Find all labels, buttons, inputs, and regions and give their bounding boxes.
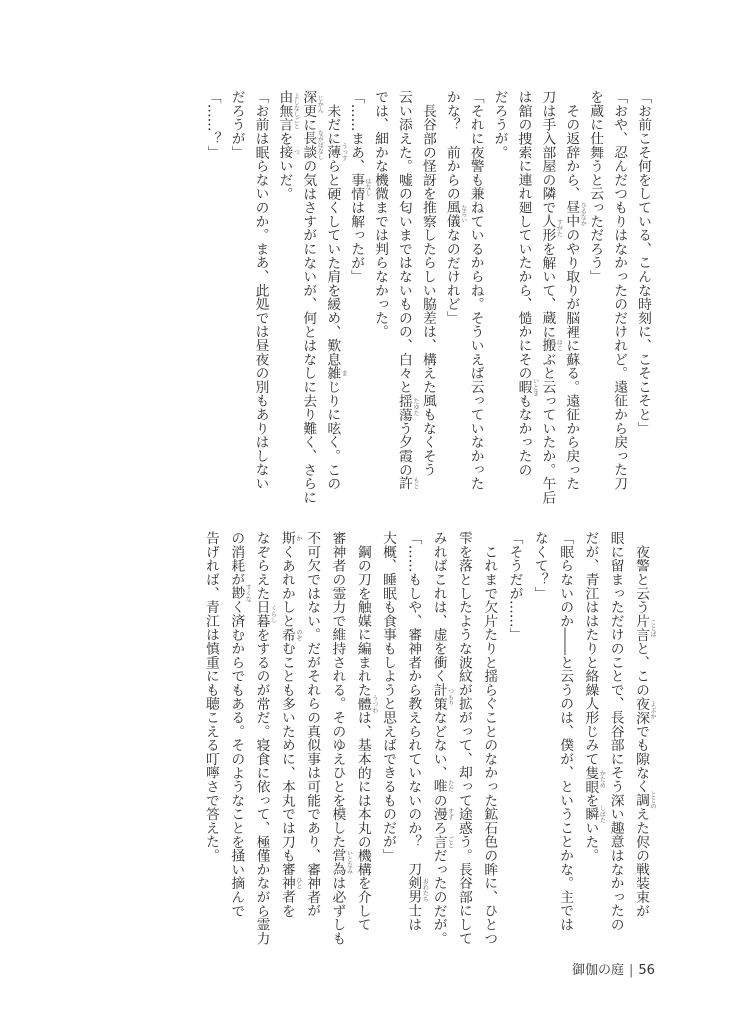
ruby-annotation: ととの [649,791,656,810]
ruby-base: 隻眼 かため [582,765,606,794]
page-number: 56 [638,963,655,978]
ruby-annotation: つもり [446,687,454,706]
text-column: 未だに薄 うっす らと硬くしていた肩を緩め、歎息雑 ま じりに呟く。この [324,90,348,491]
ruby-annotation: くらし [269,604,277,623]
ruby-base: 斯 か [278,531,302,545]
text-column: 不可欠ではない。だがそれらの真似事は可能であり、審神者が [304,531,321,918]
ruby-annotation: ひるなか [579,202,587,227]
lower-text-tier [198,531,656,946]
page-footer [572,962,655,980]
text-column: 「……まあ、事情 はなし は解ったが」 [348,90,372,284]
text-column: 云い添えた。嘘の匂いまではないものの、白々と揺蕩 たゆた う夕霞の許 もと [395,90,419,491]
ruby-base: 片言 ことば [633,613,656,642]
ruby-annotation: か [294,534,302,541]
ruby-annotation: ながばなし [316,130,324,161]
book-title: 御伽の庭 [572,963,625,978]
text-column: 斯 か くあれかしと希 のぞ むことも多いために、本丸では刀も審神者 ひと を [278,531,302,918]
ruby-annotation: ただ [446,780,454,793]
text-column: なぞらえた日暮 くらし をするのが常だ。寝食に依って、極僅かながら霊力 [253,531,277,946]
ruby-base: 日暮 くらし [253,600,277,628]
ruby-annotation: うつわ [370,694,378,713]
ruby-base: 事情 はなし [348,172,372,201]
ruby-base: 尠 すくな [228,584,252,603]
text-column: 「お前こそ何をしている、こんな時刻に、こそこそと」 [635,90,651,435]
ruby-base: 搬 はこ [539,338,563,353]
footer-separator: | [629,963,634,978]
ruby-base: 薄 うっす [324,143,348,162]
ruby-annotation: おれたち [421,877,429,902]
text-column: なくて？」 [531,531,548,600]
ruby-base: 唯 ただ [430,779,454,794]
ruby-annotation: ごと [446,835,454,848]
ruby-base: 瞬 しばた [582,804,606,823]
text-column: を蔵に仕舞うと云っただろう」 [587,90,604,284]
text-column: 「お前は眠らないのか。まあ、此処では昼夜の別もありはしない [252,90,269,491]
text-column: では、細かな機微までは判らなかった。 [372,90,389,339]
text-column: 「おや、忍んだつもりはなかったのだけれど。遠征から戻った刀 [611,90,628,491]
ruby-annotation: しばた [598,804,606,823]
ruby-base: 審神者 ひと [278,862,302,904]
ruby-base: 刀剣男士 おれたち [405,862,429,918]
text-column: 「……？」 [204,90,221,159]
text-column: みればこれは、虚を衝く計策 つもり などない、唯 ただ の漫 すず ろ言 ごと だったのだが。 [430,531,454,946]
text-column: これまで欠片たりと揺らぐことのなかった鉱石色の眸に、ひとつ [481,531,498,945]
ruby-annotation: つ [292,149,300,156]
ruby-base: 昼中 ひるなか [563,200,587,229]
ruby-base: 夜深 よぶか [633,696,656,725]
ruby-base: 揺蕩 たゆた [395,393,419,422]
text-column: 刀は手入部屋の隣で人形 すがた を解いて、蔵に搬 はこ ぶと云っていたか。午后 [539,90,563,505]
text-column: 告げれば、青江は慎重にも聴こえる叮嚀さで答えた。 [202,531,219,863]
text-column: の消耗が尠 すくな く済むからでもある。そのようなことを掻い摘んで [228,531,252,918]
ruby-annotation: じかん [316,94,324,113]
ruby-base: 體 うつわ [354,694,378,713]
text-column: 深更 じかん に長談 ながばなし の気はさすがにないが、何とはなしに去り難く、さらに [300,90,324,505]
ruby-annotation: ま [340,369,348,376]
ruby-base: 計策 つもり [430,682,454,711]
ruby-base: 調 ととの [633,791,656,810]
ruby-annotation: かため [598,770,606,789]
text-column: その返辞から、昼中 ひるなか のやり取りが脳裡に蘇る。遠征から戻った [563,90,587,491]
text-column: 長谷部の怪訝を推察したらしい脇差は、構えた風もなくそう [419,90,436,477]
text-column: 「……もしや、審神者から教えられていないのか？ 刀剣男士 おれたち は [405,531,429,932]
text-column: 鋼の刀を触媒に編まれた體 うつわ は、基本的には本丸の機構を介して [354,531,378,932]
text-column: 由無言 よしなしごと を接 つ いだ。 [276,90,300,201]
ruby-base: 許 もと [395,476,419,491]
ruby-base: 人形 すがた [539,214,563,242]
text-column: 大概、睡眠も食事もしようと思えばできるものだが」 [380,531,397,863]
ruby-base: 雑 ま [324,366,348,380]
ruby-annotation: もと [411,477,419,490]
ruby-annotation: ひと [294,876,302,889]
text-column: かな？ 前からの風儀 ならい なのだけれど」 [443,90,467,325]
text-column: 「眠らないのか――と云うのは、僕が、ということかな。主では [557,531,574,932]
text-column: だが、青江ははたりと絡繰人形じみて隻眼 かため を瞬 しばた いた。 [582,531,606,863]
text-column: だろうが」 [228,90,245,159]
ruby-annotation: すがた [555,219,563,237]
text-column: 夜警と云う片言 ことば と、この夜深 よぶか でも隙なく調 ととの えた侭の戦装束が [633,531,656,918]
ruby-annotation: いとなみ [345,850,353,875]
ruby-annotation: うっす [340,143,348,162]
ruby-base: 営為 いとなみ [329,848,353,877]
ruby-annotation: いとま [531,377,539,396]
ruby-base: 接 つ [276,145,300,160]
ruby-annotation: たゆた [411,398,419,417]
ruby-annotation: はなし [364,177,372,196]
ruby-annotation: はこ [555,339,563,352]
ruby-annotation: よぶか [649,701,656,720]
ruby-base: 言 ごと [430,834,454,849]
ruby-base: 希 のぞ [278,627,302,642]
ruby-base: 風儀 ならい [443,200,467,229]
text-column: 審神者の霊力で維持される。そのゆえひとを模した営為 いとなみ は必ずしも [329,531,353,946]
ruby-annotation: のぞ [294,628,302,641]
ruby-annotation: すくな [244,584,252,603]
ruby-base: 漫 すず [430,807,454,821]
text-column: だろうが。 [491,90,508,159]
ruby-base: 由無言 よしなしごと [276,90,300,132]
ruby-base: 暇 いとま [515,377,539,396]
ruby-base: 深更 じかん [300,90,324,118]
ruby-annotation: すず [446,807,454,820]
text-column: 眼に留まっただけのことで、長谷部にそう深い趣意はなかったの [607,531,624,932]
text-column: 雫を落としたような波紋が拡がって、却って途惑う。長谷部にして [455,531,472,945]
text-column: は舘の捜索に連れ廻していたから、慥かにその暇 いとま もなかったの [515,90,539,477]
ruby-annotation: ことば [649,618,656,637]
upper-text-tier [200,90,654,505]
ruby-annotation: よしなしごと [292,92,300,129]
ruby-annotation: ならい [459,205,467,224]
text-column: 「それに夜警も兼ねているからね。そういえば云っていなかった [467,90,484,491]
text-column: 「そうだが……」 [506,531,523,642]
ruby-base: 長談 ながばなし [300,130,324,161]
